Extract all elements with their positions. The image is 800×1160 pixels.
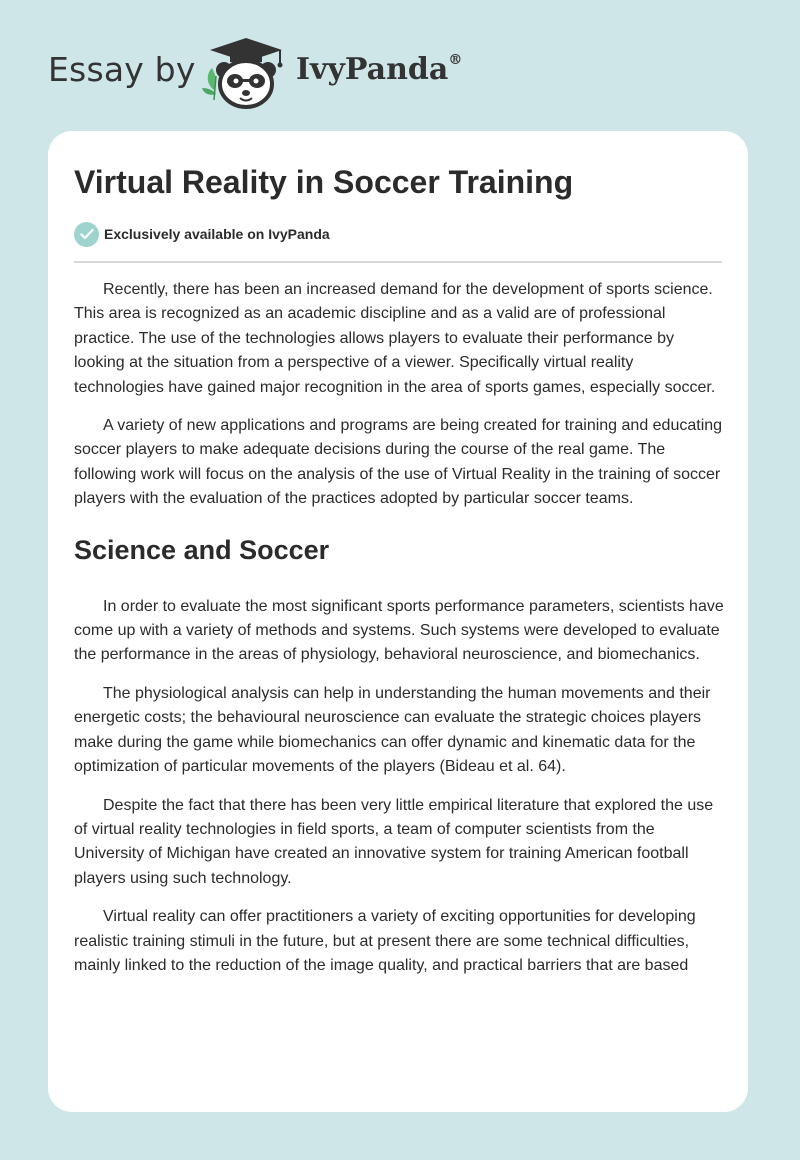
paragraph: Virtual reality can offer practitioners a variety of exciting opportunities for developing realistic training stimuli in the future, but at present there are some technical difficulties, mainly linked to the reduction of the image quality, and practical barriers that are based — [74, 908, 696, 974]
leaf-icon — [202, 68, 216, 100]
paragraph: Despite the fact that there has been very little empirical literature that explored the use of virtual reality technologies in field sports, a team of computer scientists from the University of Michigan have created an innovative system for training American football players using such technology. — [74, 796, 714, 887]
brand-name[interactable]: IvyPanda® — [296, 52, 463, 87]
section-heading: Science and Soccer — [74, 534, 330, 565]
paragraph: Recently, there has been an increased demand for the development of sports science. This area is recognized as an academic discipline and as a valid are of professional practice. The use of the technologies allows players to evaluate their performance by looking at the situation from a perspective of a viewer. Specifically virtual reality technologies have gained major recognition in the area of sports games, especially soccer. — [74, 281, 716, 396]
registered-mark: ® — [448, 52, 463, 68]
essay-by-label: Essay by — [48, 50, 196, 89]
essay-card — [48, 131, 748, 1112]
site-header — [0, 0, 800, 130]
divider — [74, 261, 722, 263]
badge-text: Exclusively available on IvyPanda — [104, 226, 330, 242]
paragraph: The physiological analysis can help in understanding the human movements and their energetic costs; the behavioural neuroscience can evaluate the strategic choices players make during the game while biomechanics can offer dynamic and kinematic data for the optimization of particular movements of the players (Bideau et al. 64). — [74, 684, 711, 776]
check-icon — [74, 222, 99, 247]
paragraph: A variety of new applications and programs are being created for training and educating soccer players to make adequate decisions during the course of the real game. The following work will focus on the analysis of the use of Virtual Reality in the training of soccer players with the evaluation of the practices adopted by particular soccer teams. — [74, 417, 723, 508]
article-body — [74, 278, 726, 992]
paragraph: In order to evaluate the most significant sports performance parameters, scientists have come up with a variety of methods and systems. Such systems were developed to evaluate the performance in the areas of physiology, behavioral neuroscience, and biomechanics. — [74, 597, 724, 664]
page-title: Virtual Reality in Soccer Training — [74, 164, 574, 200]
exclusive-badge — [74, 221, 330, 247]
panda-logo-icon[interactable] — [200, 36, 292, 110]
